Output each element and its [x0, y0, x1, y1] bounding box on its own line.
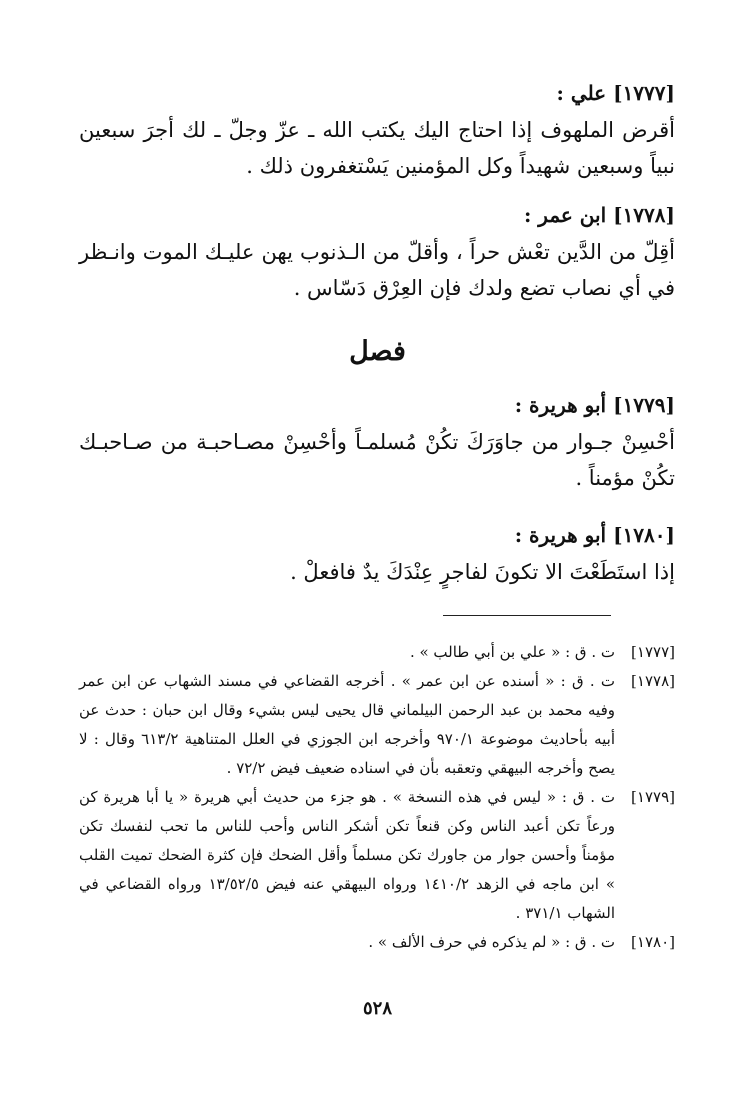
- footnote: [79, 638, 675, 667]
- entry-text: أحْسِنْ جـوار من جاوَرَكَ تكُنْ مُسلمـاً وأحْسِنْ مصـاحبـة من صـاحبـك تكُنْ مؤمناً .: [79, 430, 675, 490]
- entry-header: [79, 200, 675, 230]
- entry-number: [١٧٨٠]: [613, 523, 675, 547]
- hadith-entry: [79, 78, 675, 184]
- entry-number: [١٧٧٨]: [613, 203, 675, 227]
- entry-text: إذا استَطَعْتَ الا تكونَ لفاجرٍ عِنْدَكَ يدٌ فافعلْ .: [290, 560, 675, 584]
- entry-narrator: ابن عمر :: [523, 203, 607, 227]
- footnote-divider: [443, 615, 611, 616]
- footnote: [79, 928, 675, 957]
- entry-number: [١٧٧٩]: [613, 393, 675, 417]
- footnote-number: [١٧٧٨]: [631, 672, 675, 690]
- footnote: [79, 783, 675, 928]
- entry-text: أقرض الملهوف إذا احتاج اليك يكتب الله ـ عزّ وجلّ ـ لك أجرَ سبعين نبياً وسبعين شهيداً وكل المؤمنين يَسْتغفرون ذلك .: [79, 118, 675, 178]
- footnote-text: ت . ق : « لم يذكره في حرف الألف » .: [368, 933, 615, 951]
- entry-header: [79, 78, 675, 108]
- entry-narrator: علي :: [556, 81, 607, 105]
- footnote-text: ت . ق : « ليس في هذه النسخة » . هو جزء من حديث أبي هريرة « يا أبا هريرة كن ورعاً تكن أعبد الناس وكن قنعاً تكن أشكر الناس وأحب للناس ما تحب لنفسك تكن مؤمناً وأحسن جوار من جاورك تكن مسلماً وأقل الضحك فإن كثرة الضحك تميت القلب » ابن ماجه في الزهد ١٤١٠/٢ ورواه البيهقي عنه فيض ١٣/٥٢/٥ ورواه القضاعي في الشهاب ٣٧١/١ .: [79, 788, 616, 922]
- footnote-number: [١٧٧٧]: [631, 643, 675, 661]
- entry-header: [79, 390, 675, 420]
- footnote: [79, 667, 675, 783]
- hadith-entry: [79, 520, 675, 590]
- hadith-entry: [79, 200, 675, 306]
- entry-narrator: أبو هريرة :: [514, 393, 607, 417]
- hadith-entry: [79, 390, 675, 496]
- entry-narrator: أبو هريرة :: [514, 523, 607, 547]
- footnote-number: [١٧٧٩]: [631, 788, 675, 806]
- entry-number: [١٧٧٧]: [613, 81, 675, 105]
- footnote-text: ت . ق : « علي بن أبي طالب » .: [409, 643, 615, 661]
- entry-header: [79, 520, 675, 550]
- footnote-number: [١٧٨٠]: [631, 933, 675, 951]
- section-heading: فصل: [349, 336, 406, 367]
- page-number: ٥٢٨: [362, 998, 392, 1019]
- footnote-text: ت . ق : « أسنده عن ابن عمر » . أخرجه القضاعي في مسند الشهاب عن ابن عمر وفيه محمد بن عبد الرحمن البيلماني قال يحيى ليس بشيء وقال ابن حبان : حدث عن أبيه بأحاديث موضوعة ٩٧٠/١ وأخرجه ابن الجوزي في العلل المتناهية ٦١٣/٢ وقال : لا يصح وأخرجه البيهقي وتعقبه بأن في اسناده ضعيف فيض ٧٢/٢ .: [79, 672, 615, 777]
- entry-text: أقِلّ من الدَّين تعْش حراً ، وأقلّ من الـذنوب يهن عليـك الموت وانـظر في أي نصاب تضع ولدك فإن العِرْق دَسّاس .: [79, 240, 675, 300]
- footnotes: [79, 638, 675, 957]
